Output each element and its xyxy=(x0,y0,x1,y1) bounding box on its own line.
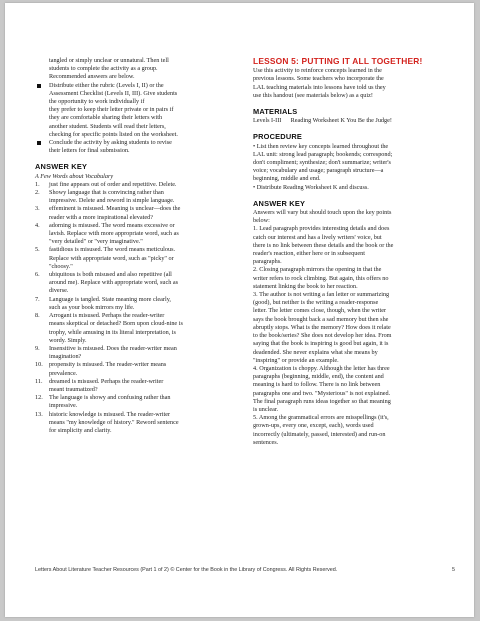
text-line: around me). Replace with appropriate word, such as xyxy=(49,279,179,287)
text-line: dreamed is misused. Perhaps the reader-writer xyxy=(49,377,164,385)
text-line: 5. Among the grammatical errors are misspellings (it's, xyxy=(253,414,389,422)
procedure-bullet xyxy=(253,184,451,192)
bullet-item xyxy=(35,139,235,155)
answer-key-subheading: A Few Words about Vocabulary xyxy=(35,172,114,180)
document-page xyxy=(5,3,474,617)
answer-number: 7. xyxy=(35,295,40,303)
text-line: • Distribute Reading Worksheet K and discuss. xyxy=(253,183,369,191)
answer-item xyxy=(35,378,235,394)
text-line: The final paragraph runs ideas together so that meaning xyxy=(253,397,391,405)
text-line: tangled or simply unclear or unnatural. Then tell xyxy=(49,57,169,64)
procedure-bullet xyxy=(253,143,451,184)
text-line: 1. Lead paragraph provides interesting details and does xyxy=(253,225,390,233)
answer-item xyxy=(35,345,235,361)
text-line: is unclear. xyxy=(253,405,279,413)
text-line: beginning, middle and end. xyxy=(253,175,321,183)
text-line: Conclude the activity by asking students to revise xyxy=(49,139,172,147)
square-bullet-icon xyxy=(37,141,41,145)
text-line: paragraphs (beginning, middle, end), the content and xyxy=(253,373,384,381)
text-line: writer refers to rock climbing. But again, this offers no xyxy=(253,274,389,282)
text-line: just fine appears out of order and repetitive. Delete. xyxy=(49,180,177,188)
text-line: Language is tangled. State meaning more clearly, xyxy=(49,295,171,303)
text-line: LAL unit: strong lead paragraph; bookends; correspond; xyxy=(253,150,393,158)
text-line: checking for specific points listed on the worksheet. xyxy=(49,130,178,138)
answer-number: 1. xyxy=(35,180,40,188)
text-line: don't compliment; synthesize; don't summarize; writer's xyxy=(253,159,391,167)
text-line: to the book/series? She does not develop her idea. From xyxy=(253,332,392,340)
text-line: Showy language that is convincing rather than xyxy=(49,189,164,197)
answer-item xyxy=(35,205,235,221)
answer-number: 4. xyxy=(35,221,40,229)
text-line: lavish. Replace with more appropriate word, such as xyxy=(49,230,179,238)
text-line: Answers will vary but should touch upon the key points xyxy=(253,209,392,217)
answer-number: 11. xyxy=(35,377,43,385)
text-line: trophy, while amusing in its literal interpretation, is xyxy=(49,328,176,336)
answer-item xyxy=(35,271,235,296)
text-line: the opportunity to work individually if xyxy=(49,98,145,106)
text-line: reader with a more inspirational elevated? xyxy=(49,213,153,221)
text-line: Use this activity to reinforce concepts learned in the xyxy=(253,67,382,75)
answer-number: 12. xyxy=(35,394,43,402)
answer-number: 8. xyxy=(35,312,40,320)
text-line: abruptly stops. What is the memory? How does it relate xyxy=(253,323,391,331)
text-line: they prefer to keep their letter private or in pairs if xyxy=(49,106,174,114)
answer-key-heading: ANSWER KEY xyxy=(35,162,88,172)
text-line: meaning is hard to follow. There is no link between xyxy=(253,381,381,389)
text-line: 4. Organization is choppy. Although the letter has three xyxy=(253,364,390,372)
text-line: imagination? xyxy=(49,353,82,361)
text-line: meant traumatized? xyxy=(49,385,98,393)
text-line: Distribute either the rubric (Levels I, II) or the xyxy=(49,81,164,89)
answer-item xyxy=(35,246,235,271)
right-column xyxy=(253,57,451,447)
answer-number: 6. xyxy=(35,271,40,279)
text-line: statement linking the book to her reaction. xyxy=(253,282,358,290)
text-line: (good), but neither is the writing a reader-response xyxy=(253,299,379,307)
text-line: students to complete the activity as a group. xyxy=(49,65,158,73)
text-line: 2. Closing paragraph mirrors the opening in that the xyxy=(253,266,382,274)
answer-key-heading: ANSWER KEY xyxy=(253,198,306,208)
text-line: means "my knowledge of history." Reword sentence xyxy=(49,418,179,426)
answer-item xyxy=(35,296,235,312)
text-line: for simplicity and clarity. xyxy=(49,426,112,434)
text-line: LAL teaching materials into lessons have told us they xyxy=(253,83,386,91)
text-line: propensity is misused. The reader-writer means xyxy=(49,361,167,369)
text-line: sentences. xyxy=(253,438,279,446)
answer-number: 5. xyxy=(35,246,40,254)
text-line: "choosy." xyxy=(49,262,73,270)
text-line: they are comfortable sharing their letters with xyxy=(49,114,163,122)
answer-key-text xyxy=(253,209,451,447)
answer-number: 3. xyxy=(35,205,40,213)
text-line: 3. The author is not writing a fan letter or summarizing xyxy=(253,291,390,299)
continued-text xyxy=(35,57,235,82)
text-line: paragraphs. xyxy=(253,258,282,266)
answer-number: 2. xyxy=(35,189,40,197)
text-line: voice; vocabulary and usage; paragraph structure—a xyxy=(253,167,384,175)
materials-line: Levels I-III Reading Worksheet K You Be the Judge! xyxy=(253,117,392,125)
answer-item xyxy=(35,411,235,436)
text-line: catch our interest and has a lively writers' voice, but xyxy=(253,233,382,241)
procedure-heading: PROCEDURE xyxy=(253,132,303,142)
answer-item xyxy=(35,189,235,205)
text-line: reader's reaction, either here or in subsequent xyxy=(253,250,365,258)
text-line: ubiquitous is both misused and also repetitive (all xyxy=(49,271,172,279)
footer-copyright: Letters About Literature Teacher Resources (Part 1 of 2) © Center for the Book in the Library of Congress. All Rights Reserved. xyxy=(35,567,338,573)
answer-item xyxy=(35,181,235,189)
text-line: Recommended answers are below. xyxy=(49,73,135,81)
text-line: prevalence. xyxy=(49,369,78,377)
left-column xyxy=(35,57,235,435)
text-line: "inspiring" or provide an example. xyxy=(253,356,339,364)
text-line: deadended. She never explains what she means by xyxy=(253,348,378,356)
answer-number: 9. xyxy=(35,344,40,352)
answer-key-list xyxy=(35,181,235,435)
text-line: grown-ups, every one, except, each), words used xyxy=(253,422,374,430)
materials-heading: MATERIALS xyxy=(253,107,298,117)
text-line: • List then review key concepts learned throughout the xyxy=(253,142,389,150)
text-line: Replace with appropriate word, such as "picky" or xyxy=(49,254,174,262)
answer-item xyxy=(35,361,235,377)
answer-item xyxy=(35,394,235,410)
answer-number: 13. xyxy=(35,410,43,418)
text-line: use this handout (see materials below) as a quiz! xyxy=(253,91,373,99)
text-line: letter. The letter comes close, though, when the writer xyxy=(253,307,387,315)
answer-item xyxy=(35,222,235,247)
text-line: effeminent is misused. Meaning is unclear—does the xyxy=(49,205,181,213)
text-line: Arrogant is misused. Perhaps the reader-writer xyxy=(49,312,165,320)
text-line: adorning is misused. The word means excessive or xyxy=(49,221,175,229)
text-line: there is no link between these details and the book or the xyxy=(253,241,394,249)
text-line: wordy. Simply. xyxy=(49,336,87,344)
text-line: impressive. Delete and reword in simple language. xyxy=(49,197,175,205)
answer-item xyxy=(35,312,235,345)
text-line: The language is showy and confusing rather than xyxy=(49,394,171,402)
square-bullet-icon xyxy=(37,84,41,88)
text-line: fastidious is misused. The word means meticulous. xyxy=(49,246,176,254)
text-line: Assessment Checklist (Levels II, III). Give students xyxy=(49,89,178,97)
lesson-title: LESSON 5: PUTTING IT ALL TOGETHER! xyxy=(253,56,423,66)
text-line: historic knowledge is misused. The reader-writer xyxy=(49,410,171,418)
text-line: incorrectly (ultimately, passed, interested) and run-on xyxy=(253,430,386,438)
answer-number: 10. xyxy=(35,361,43,369)
text-line: saying that the book is inspiring is good but again, it is xyxy=(253,340,389,348)
text-line: means skeptical or detached? Born upon cloud-nine is xyxy=(49,320,183,328)
footer xyxy=(35,567,455,573)
text-line: another student. Students will read their letters, xyxy=(49,122,166,130)
text-line: diverse. xyxy=(49,287,69,295)
page-number: 5 xyxy=(452,567,455,573)
text-line: paragraphs one and two. "Mysterious" is not explained. xyxy=(253,389,391,397)
text-line: their letters for final submission. xyxy=(49,147,130,155)
text-line: Insensitive is misused. Does the reader-writer mean xyxy=(49,344,177,352)
text-line: below: xyxy=(253,217,270,225)
text-line: says the book brought back a sad memory but then she xyxy=(253,315,389,323)
bullet-item xyxy=(35,82,235,139)
text-line: such as your book mirrors my life. xyxy=(49,303,135,311)
text-line: previous lessons. Some teachers who incorporate the xyxy=(253,75,384,83)
text-line: "very detailed" or "very imaginative." xyxy=(49,238,143,246)
text-line: impressive. xyxy=(49,402,78,410)
